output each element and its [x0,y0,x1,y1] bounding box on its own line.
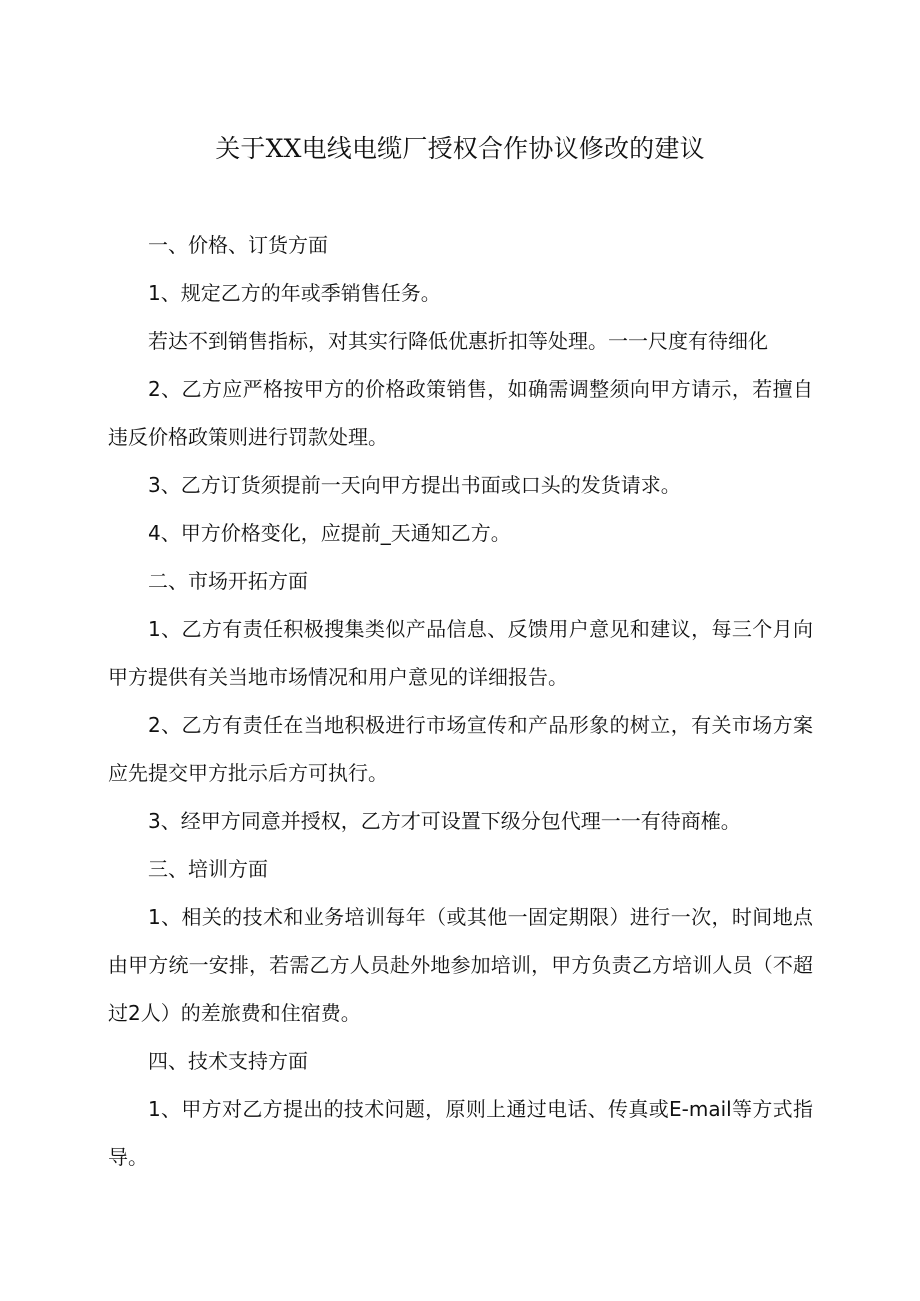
section-heading-pricing: 一、价格、订货方面 [148,233,328,257]
section-heading-training: 三、培训方面 [148,857,268,881]
paragraph-tech-support: 1、甲方对乙方提出的技术问题，原则上通过电话、传真或E-mail等方式指导。 [108,1097,813,1169]
paragraph-sales-target: 若达不到销售指标，对其实行降低优惠折扣等处理。一一尺度有待细化 [148,329,768,353]
paragraph-training: 1、相关的技术和业务培训每年（或其他一固定期限）进行一次，时间地点由甲方统一安排，若需乙方人员赴外地参加培训，甲方负责乙方培训人员（不超过2人）的差旅费和住宿费。 [108,905,813,1025]
section-heading-market: 二、市场开拓方面 [148,569,308,593]
paragraph-market-promotion: 2、乙方有责任在当地积极进行市场宣传和产品形象的树立，有关市场方案应先提交甲方批示后方可执行。 [108,713,813,785]
paragraph-price-change: 4、甲方价格变化，应提前_天通知乙方。 [148,521,511,545]
paragraph-sub-agency: 3、经甲方同意并授权，乙方才可设置下级分包代理一一有待商榷。 [148,809,741,833]
document-title: 关于XX电线电缆厂授权合作协议修改的建议 [215,134,705,163]
paragraph-market-report: 1、乙方有责任积极搜集类似产品信息、反馈用户意见和建议，每三个月向甲方提供有关当地市场情况和用户意见的详细报告。 [108,617,813,689]
document-body [108,221,813,1181]
section-heading-tech-support: 四、技术支持方面 [148,1049,308,1073]
paragraph-order-request: 3、乙方订货须提前一天向甲方提出书面或口头的发货请求。 [148,473,681,497]
paragraph-price-policy: 2、乙方应严格按甲方的价格政策销售，如确需调整须向甲方请示，若擅自违反价格政策则进行罚款处理。 [108,377,813,449]
paragraph-sales-task: 1、规定乙方的年或季销售任务。 [148,281,441,305]
